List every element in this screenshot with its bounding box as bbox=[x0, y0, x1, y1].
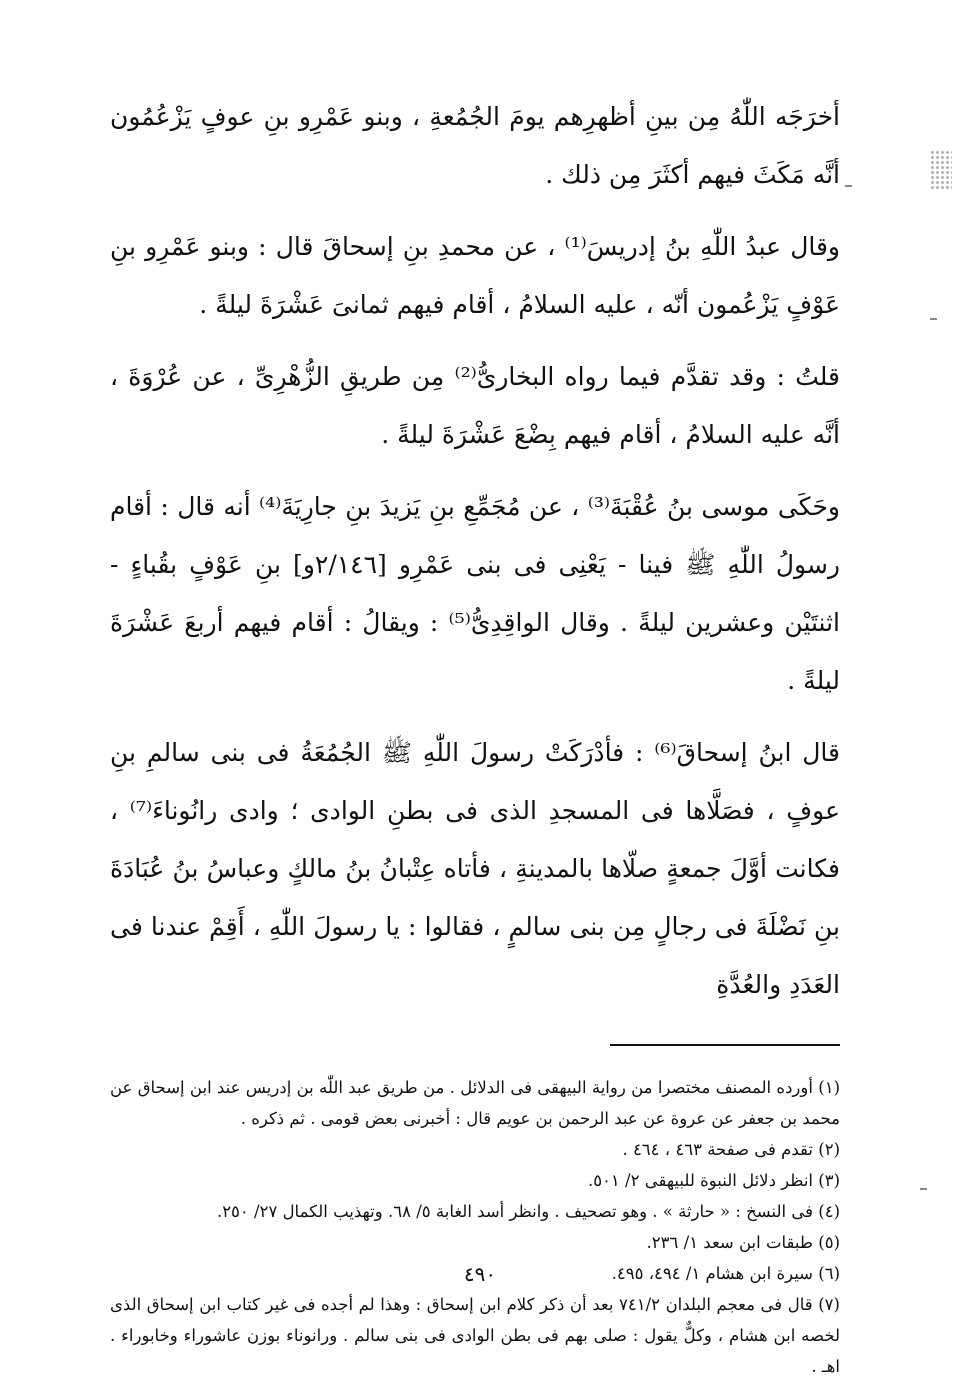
footnote: (٥) طبقات ابن سعد ١/ ٢٣٦. bbox=[646, 1233, 840, 1252]
footnote-separator bbox=[610, 1044, 840, 1046]
footnote: (٧) قال فى معجم البلدان ٧٤١/٢ بعد أن ذكر كلام ابن إسحاق : وهذا لم أجده فى غير كتاب ابن إسحاق الذى لخصه ابن هشام ، وكلٌّ يقول : صلى بهم فى بطن الوادى فى بنى سالم . ورانوناء بوزن عاشوراء وخابوراء . اهـ . bbox=[110, 1295, 840, 1376]
scan-mark bbox=[920, 1188, 927, 1190]
footnote: (٦) سيرة ابن هشام ١/ ٤٩٤، ٤٩٥. bbox=[611, 1264, 840, 1283]
main-text bbox=[110, 88, 840, 1014]
page-number: ٤٩٠ bbox=[463, 1262, 497, 1286]
footnote: (١) أورده المصنف مختصرا من رواية البيهقى فى الدلائل . من طريق عبد اللّٰه بن إدريس عند ابن إسحاق عن محمد بن جعفر عن عروة عن عبد الرحمن بن عويم قال : أخبرنى بعض قومى . ثم ذكره . bbox=[110, 1078, 840, 1128]
paragraph: قلتُ : وقد تقدَّم فيما رواه البخارىُّ⁽²⁾ مِن طريقِ الزُّهْرِىِّ ، عن عُرْوَةَ ، أنَّه عليه السلامُ ، أقام فيهم بِضْعَ عَشْرَةَ ليلةً . bbox=[110, 362, 840, 449]
footnotes bbox=[110, 1072, 840, 1382]
scan-mark bbox=[845, 185, 852, 187]
footnote: (٤) فى النسخ : « حارثة » . وهو تصحيف . وانظر أسد الغابة ٥/ ٦٨. وتهذيب الكمال ٢٧/ ٢٥٠. bbox=[216, 1202, 840, 1221]
page-content bbox=[110, 88, 840, 1382]
scan-speck bbox=[930, 150, 952, 190]
paragraph: قال ابنُ إسحاقَ⁽⁶⁾ : فأدْرَكَتْ رسولَ اللّٰهِ ﷺ الجُمُعَةُ فى بنى سالمِ بنِ عوفٍ ، فصَلَّاها فى المسجدِ الذى فى بطنِ الوادى ؛ وادى رانُوناءَ⁽⁷⁾ ، فكانت أوَّلَ جمعةٍ صلّاها بالمدينةِ ، فأتاه عِتْبانُ بنُ مالكٍ وعباسُ بنُ عُبَادَةَ بنِ نَضْلَةَ فى رجالٍ مِن بنى سالمٍ ، فقالوا : يا رسولَ اللّٰهِ ، أَقِمْ عندنا فى العَدَدِ والعُدَّةِ bbox=[110, 738, 840, 999]
paragraph: وحَكَى موسى بنُ عُقْبَةَ⁽³⁾ ، عن مُجَمِّعِ بنِ يَزيدَ بنِ جارِيَةَ⁽⁴⁾ أنه قال : أقام رسولُ اللّٰهِ ﷺ فينا - يَعْنِى فى بنى عَمْرِو [٢/١٤٦و] بنِ عَوْفٍ بقُباءٍ - اثنتَيْن وعشرين ليلةً . وقال الواقِدِىُّ⁽⁵⁾ : ويقالُ : أقام فيهم أربعَ عَشْرَةَ ليلةً . bbox=[110, 492, 840, 695]
footnote: (٢) تقدم فى صفحة ٤٦٣ ، ٤٦٤ . bbox=[622, 1140, 840, 1159]
paragraph: وقال عبدُ اللّٰهِ بنُ إدريسَ⁽¹⁾ ، عن محمدِ بنِ إسحاقَ قال : وبنو عَمْرِو بنِ عَوْفٍ يَزْعُمون أنّه ، عليه السلامُ ، أقام فيهم ثمانىَ عَشْرَةَ ليلةً . bbox=[110, 232, 840, 319]
paragraph: أخرَجَه اللّٰهُ مِن بينِ أظهرِهم يومَ الجُمُعةِ ، وبنو عَمْرِو بنِ عوفٍ يَزْعُمُون أنَّه مَكَثَ فيهم أكثَرَ مِن ذلك . bbox=[110, 102, 840, 189]
footnote: (٣) انظر دلائل النبوة للبيهقى ٢/ ٥٠١. bbox=[587, 1171, 840, 1190]
scan-mark bbox=[930, 318, 937, 320]
